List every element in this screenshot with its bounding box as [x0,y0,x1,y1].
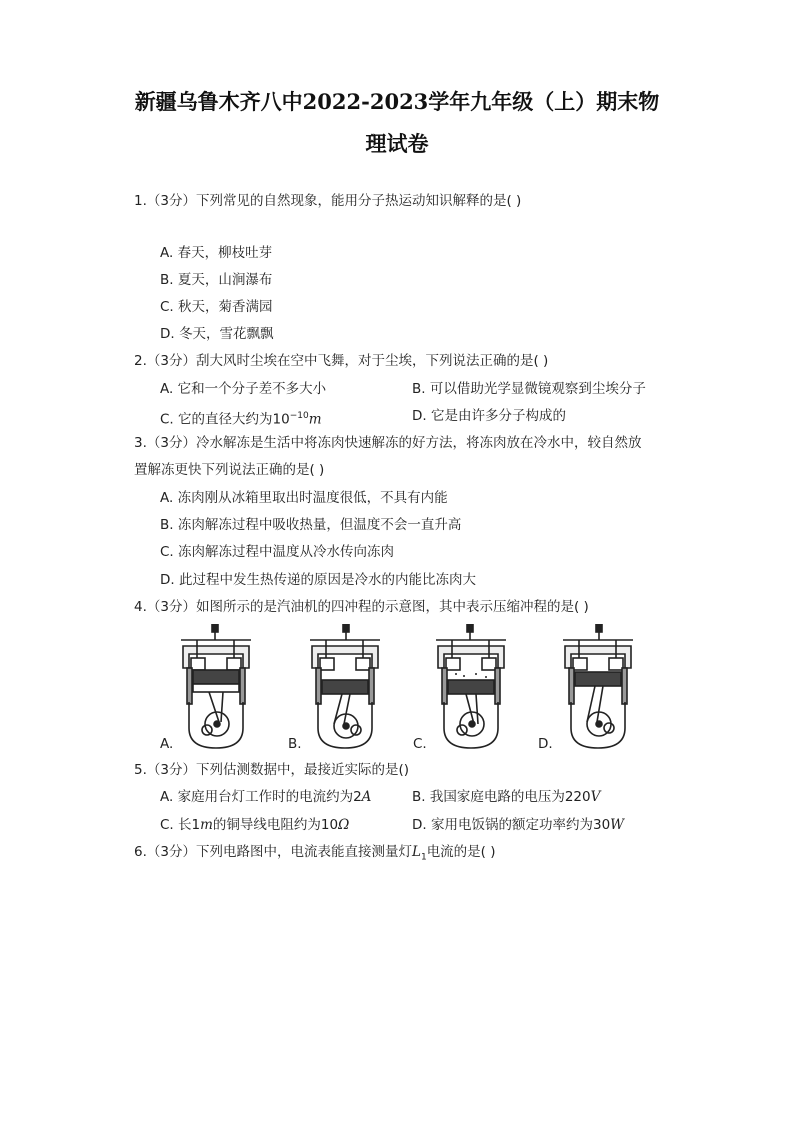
question-2-option-b: B. 可以借助光学显微镜观察到尘埃分子 [412,381,646,397]
unit: m [200,817,213,833]
unit: Ω [338,817,350,833]
unit: m [308,411,322,428]
question-5-option-d-text: D. 家用电饭锅的额定功率约为30 [412,817,611,833]
question-1-option-c: C. 秋天，菊香满园 [160,299,273,315]
question-2-option-c [160,407,322,429]
question-5-option-a [160,788,371,806]
question-2-option-a: A. 它和一个分子差不多大小 [160,381,327,397]
question-1-option-d: D. 冬天，雪花飘飘 [160,326,274,342]
question-5-option-c-rest: 的铜导线电阻约为10 [212,817,339,833]
question-3-stem-line1: 3.（3分）冷水解冻是生活中将冻肉快速解冻的好方法，将冻肉放在冷水中，较自然放 [134,435,642,451]
question-5-option-c-text: C. 长1 [160,817,201,833]
page-title-line1: 新疆乌鲁木齐八中2022-2023学年九年级（上）期末物 [134,89,660,114]
question-5-option-d [412,816,624,834]
question-6-stem-prefix: 6.（3分）下列电路图中，电流表能直接测量灯 [134,844,412,860]
page-title-line2: 理试卷 [365,131,429,156]
unit: A [361,789,372,805]
unit: V [590,789,601,805]
engine-label-b: B. [288,736,302,752]
question-5-option-a-text: A. 家庭用台灯工作时的电流约为2 [160,789,362,805]
question-3-stem-line2: 置解冻更快下列说法正确的是( ) [134,462,325,478]
question-2-stem: 2.（3分）刮大风时尘埃在空中飞舞，对于尘埃，下列说法正确的是( ) [134,353,549,369]
question-6-stem-suffix: 电流的是( ) [426,844,496,860]
lamp-symbol: L [411,844,421,860]
engine-label-d: D. [538,736,553,752]
engine-label-c: C. [413,736,427,752]
question-5-option-c [160,816,349,834]
question-2-option-d: D. 它是由许多分子构成的 [412,408,566,424]
question-4-stem: 4.（3分）如图所示的是汽油机的四冲程的示意图，其中表示压缩冲程的是( ) [134,599,589,615]
question-1-option-b: B. 夏天，山涧瀑布 [160,272,273,288]
question-5-option-b [412,788,600,806]
engine-diagram-a [177,624,255,752]
question-2-option-c-text: C. 它的直径大约为10 [160,411,290,428]
lamp-subscript: 1 [420,852,427,863]
question-6-stem [134,843,496,867]
question-3-option-c: C. 冻肉解冻过程中温度从冷水传向冻肉 [160,544,395,560]
question-5-stem: 5.（3分）下列估测数据中，最接近实际的是() [134,762,410,778]
engine-diagram-c [432,624,510,752]
question-1-stem: 1.（3分）下列常见的自然现象，能用分子热运动知识解释的是( ) [134,193,522,209]
question-3-option-d: D. 此过程中发生热传递的原因是冷水的内能比冻肉大 [160,572,476,588]
question-3-option-b: B. 冻肉解冻过程中吸收热量，但温度不会一直升高 [160,517,462,533]
question-1-option-a: A. 春天，柳枝吐芽 [160,245,273,261]
engine-diagram-b [306,624,384,752]
unit: W [610,817,625,833]
engine-label-a: A. [160,736,174,752]
exponent: −10 [289,411,309,421]
engine-diagram-d [559,624,637,752]
question-5-option-b-text: B. 我国家庭电路的电压为220 [412,789,591,805]
question-3-option-a: A. 冻肉刚从冰箱里取出时温度很低，不具有内能 [160,490,448,506]
